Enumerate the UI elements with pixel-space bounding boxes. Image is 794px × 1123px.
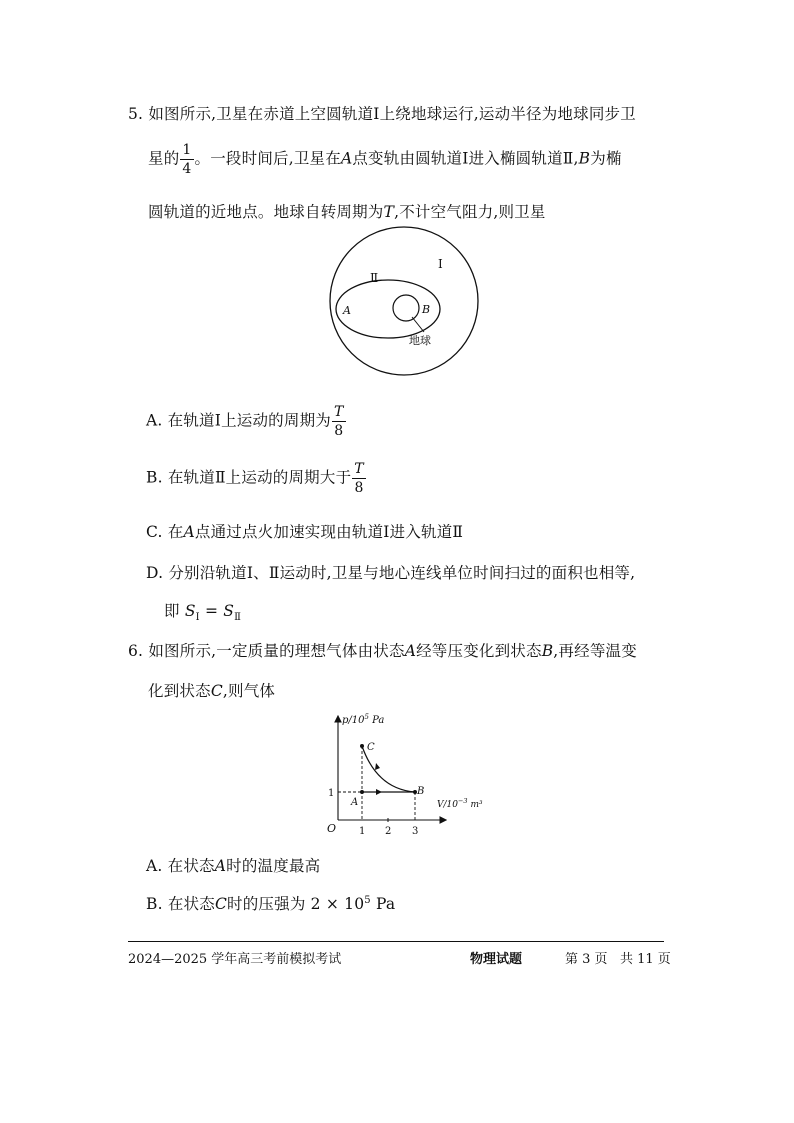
q6-option-a: A. 在状态A时的温度最高 <box>146 857 321 875</box>
footer-total-pages: 共 11 页 <box>620 952 671 967</box>
q6-line-1: 6. 如图所示,一定质量的理想气体由状态A经等压变化到状态B,再经等温变 <box>128 642 637 660</box>
q5-line-2: 星的 $\frac{1}{4}$ 。一段时间后,卫星在A点变轨由圆轨道Ⅰ进入椭圆轨道Ⅱ,B为椭 <box>148 142 622 177</box>
arrow-B-to-C <box>375 763 380 770</box>
q5-line-3: 圆轨道的近地点。地球自转周期为T,不计空气阻力,则卫星 <box>148 203 546 221</box>
footer-page: 第 3 页 <box>565 952 608 967</box>
x-tick-2: 2 <box>385 826 392 837</box>
v-axis-label: $V/10^{-3}$ m³ <box>437 797 483 810</box>
footer-subject: 物理试题 <box>470 952 523 967</box>
earth-label: 地球 <box>409 334 431 347</box>
orbit-label-I: Ⅰ <box>438 257 443 271</box>
point-label-A: A <box>343 304 351 317</box>
q5-option-b: B. 在轨道Ⅱ上运动的周期大于 $\frac{T}{8}$ <box>146 461 364 496</box>
fraction-one-quarter: $\frac{1}{4}$ <box>182 142 192 177</box>
label-A: A <box>351 797 359 808</box>
orbit-circle-I <box>330 227 478 375</box>
pv-graph <box>305 712 495 837</box>
q6-number: 6. <box>128 642 144 660</box>
orbit-diagram <box>325 222 485 382</box>
footer-exam-name: 2024—2025 学年高三考前模拟考试 <box>128 952 342 967</box>
arrow-A-to-B <box>376 789 382 795</box>
point-label-B: B <box>422 303 431 316</box>
fraction-T-over-8: $\frac{T}{8}$ <box>354 461 364 496</box>
orbit-label-II: Ⅱ <box>370 271 379 285</box>
x-tick-1: 1 <box>359 826 366 837</box>
q5-line-1: 5. 如图所示,卫星在赤道上空圆轨道Ⅰ上绕地球运行,运动半径为地球同步卫 <box>128 105 636 123</box>
y-tick-1: 1 <box>328 788 335 799</box>
earth-circle <box>393 295 419 321</box>
fraction-T-over-8: $\frac{T}{8}$ <box>333 404 344 439</box>
q5-option-d: D. 分别沿轨道Ⅰ、Ⅱ运动时,卫星与地心连线单位时间扫过的面积也相等, <box>146 564 636 582</box>
q5-number: 5. <box>128 105 144 123</box>
q5-option-a: A. 在轨道Ⅰ上运动的周期为 $\frac{T}{8}$ <box>146 404 344 439</box>
origin-label: O <box>327 822 337 835</box>
q5-option-c: C. 在A点通过点火加速实现由轨道Ⅰ进入轨道Ⅱ <box>146 523 464 541</box>
q6-option-b: B. 在状态C时的压强为 $2 \times 10^5$ Pa <box>146 894 396 913</box>
earth-pointer-line <box>412 317 424 332</box>
label-B: B <box>417 786 425 797</box>
footer-rule <box>128 941 664 942</box>
state-point-A <box>360 790 364 794</box>
p-axis-label: $p/10^5$ Pa <box>342 713 385 726</box>
x-tick-3: 3 <box>412 826 419 837</box>
q6-line-2: 化到状态C,则气体 <box>148 682 276 700</box>
q5-option-d-equation: 即 $S_Ⅰ = S_Ⅱ$ <box>164 602 242 624</box>
label-C: C <box>367 742 375 753</box>
state-point-C <box>360 744 364 748</box>
